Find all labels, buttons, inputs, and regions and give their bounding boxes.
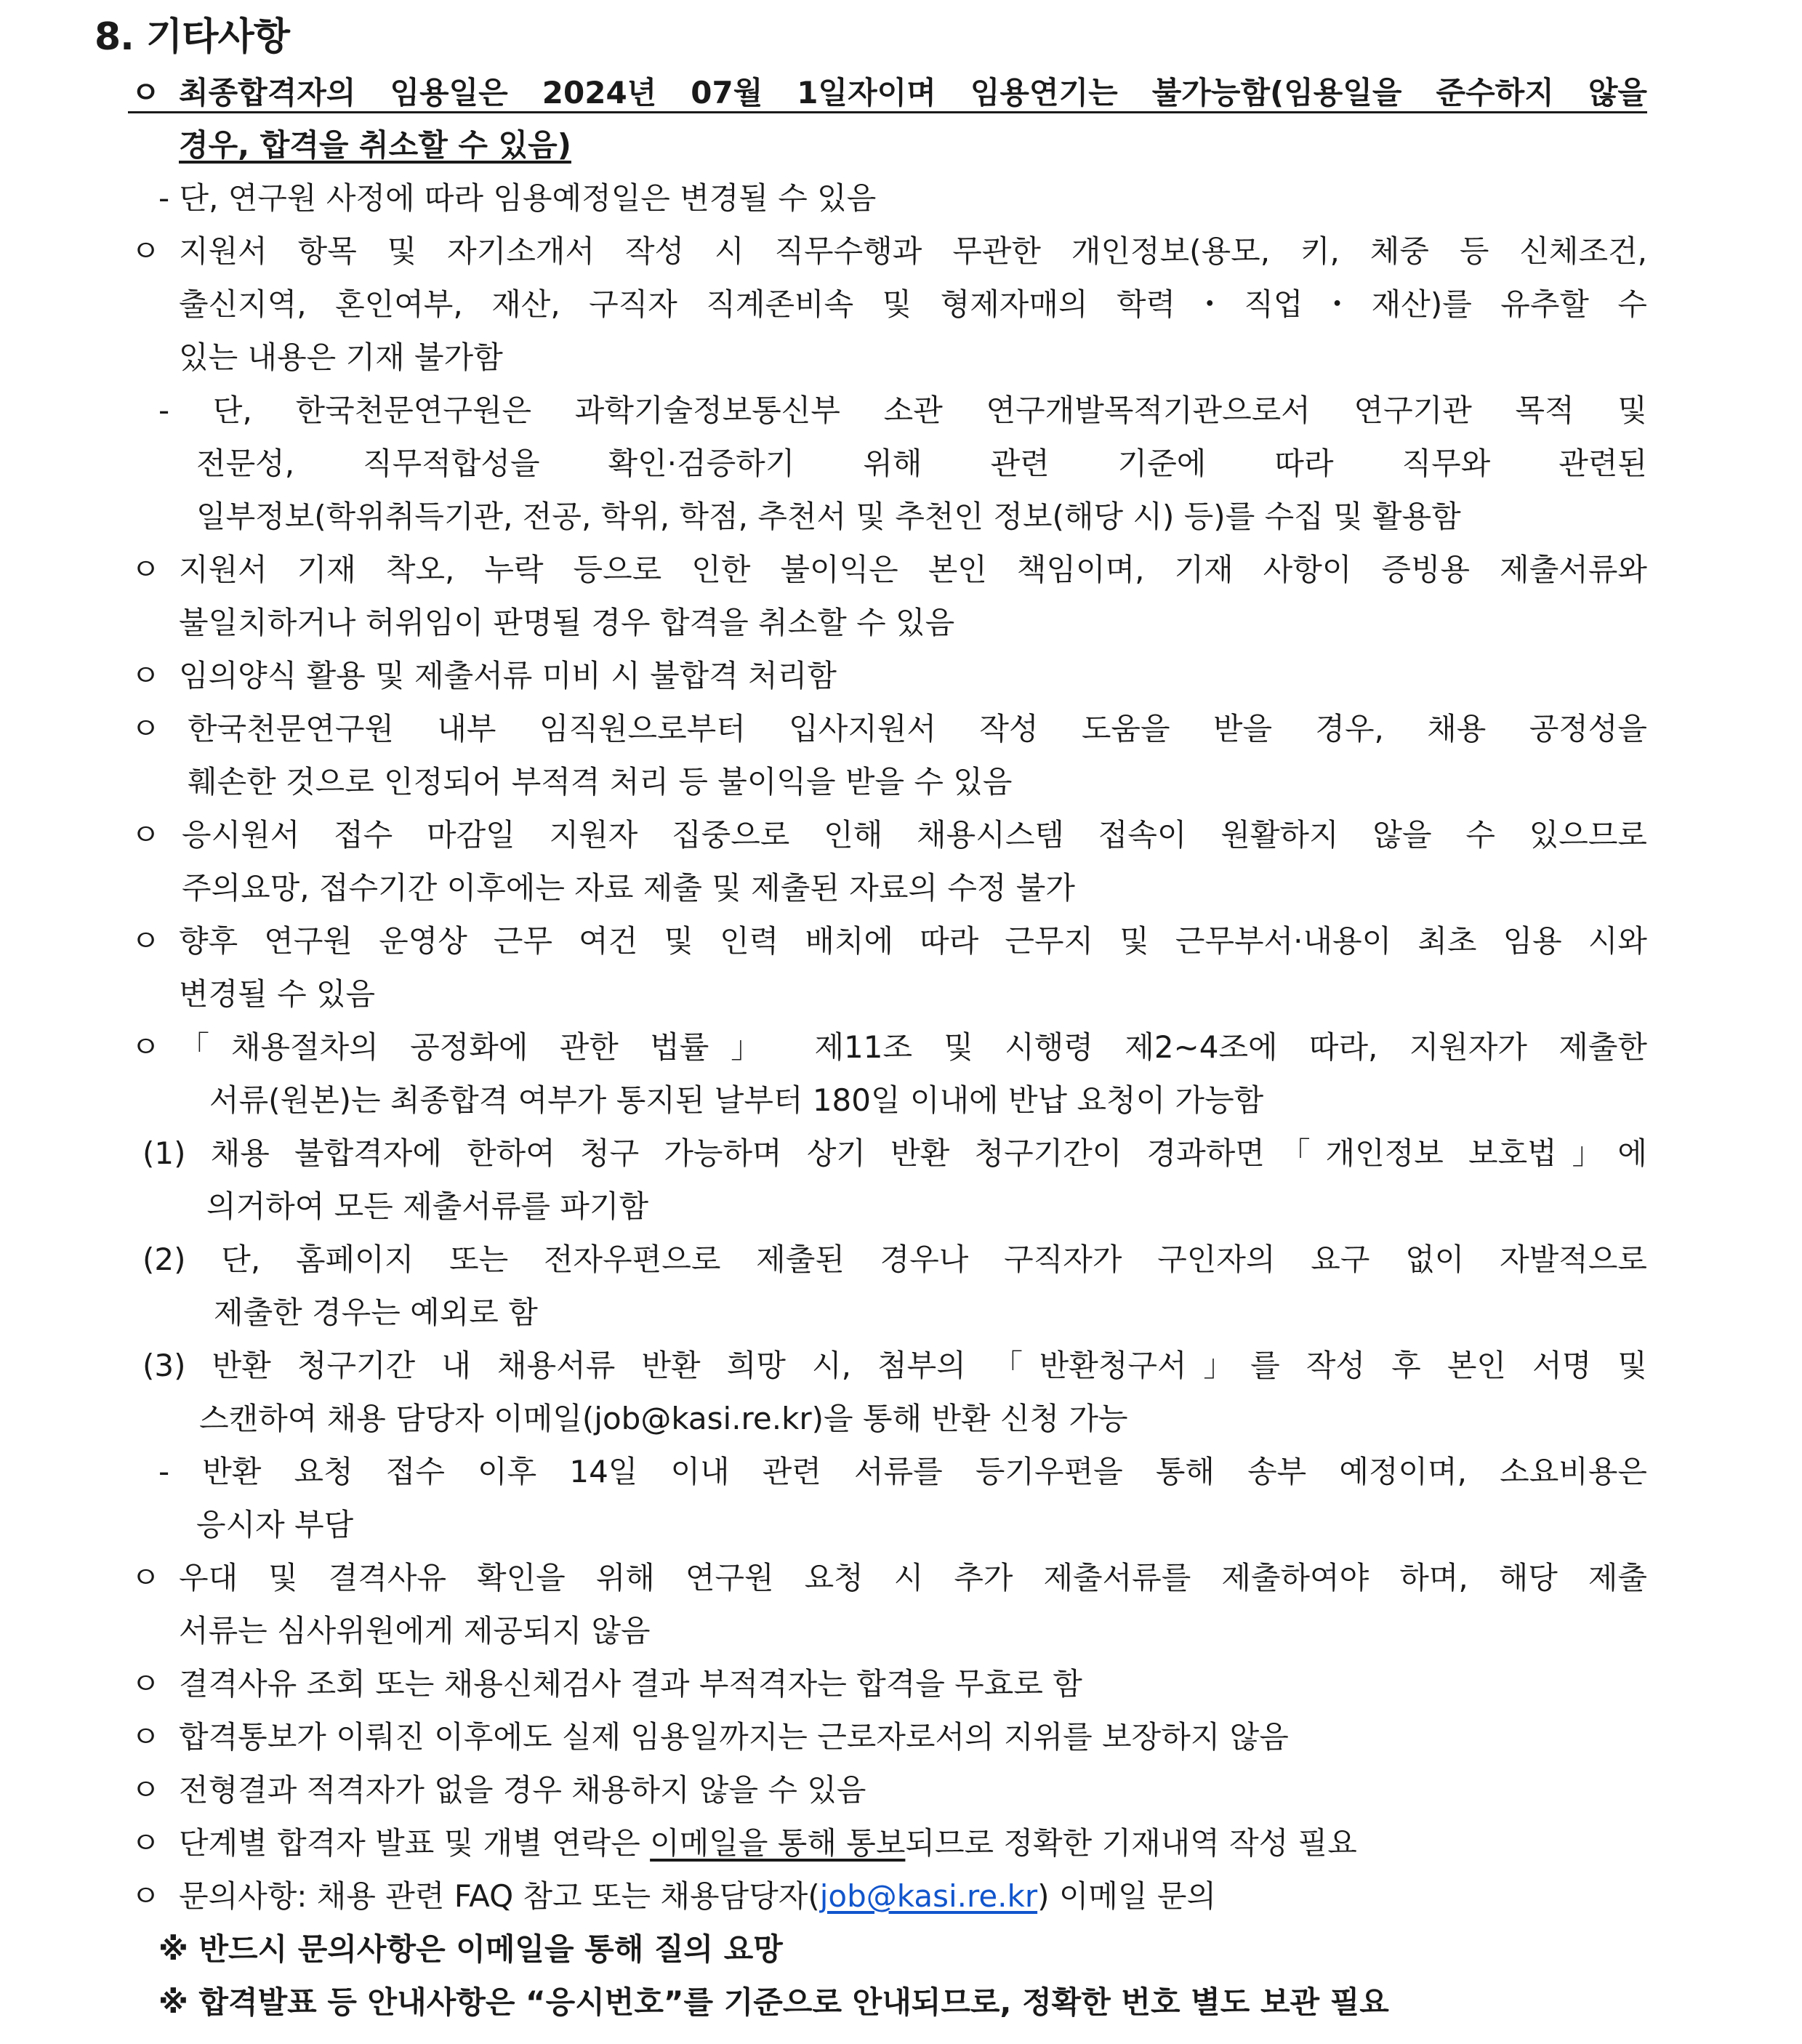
bullet-icon: ㅇ <box>131 1560 161 1596</box>
notice-sub-line: - 단, 한국천문연구원은 과학기술정보통신부 소관 연구개발목적기관으로서 연구기관 목적 및 <box>158 393 1647 428</box>
notice-line <box>179 1822 1357 1865</box>
numbered-line: 제출한 경우는 예외로 함 <box>214 1295 538 1330</box>
notice-sub-line: 응시자 부담 <box>196 1507 354 1542</box>
notice-line <box>179 1875 1216 1918</box>
numbered-line: 의거하여 모든 제출서류를 파기함 <box>206 1188 649 1224</box>
notice-line: 출신지역, 혼인여부, 재산, 구직자 직계존비속 및 형제자매의 학력・직업・재산)를 유추할 수 <box>179 286 1647 322</box>
bullet-icon: ㅇ <box>131 1825 161 1861</box>
notice-line: 결격사유 조회 또는 채용신체검사 결과 부적격자는 합격을 무효로 함 <box>179 1666 1082 1702</box>
notice-line: 향후 연구원 운영상 근무 여건 및 인력 배치에 따라 근무지 및 근무부서·내용이 최초 임용 시와 <box>179 923 1647 959</box>
notice-text: 되므로 정확한 기재내역 작성 필요 <box>905 1825 1357 1861</box>
bullet-icon: ㅇ <box>131 1029 161 1065</box>
underlined-emphasis: 이메일을 통해 통보 <box>650 1825 906 1861</box>
bullet-icon: ㅇ <box>131 1772 161 1808</box>
notice-line: 우대 및 결격사유 확인을 위해 연구원 요청 시 추가 제출서류를 제출하여야 하며, 해당 제출 <box>179 1560 1647 1596</box>
notice-line: 서류는 심사위원에게 제공되지 않음 <box>179 1613 651 1649</box>
notice-sub-line: 전문성, 직무적합성을 확인·검증하기 위해 관련 기준에 따라 직무와 관련된 <box>196 446 1647 481</box>
bullet-icon: ㅇ <box>131 817 161 853</box>
underline-rule <box>128 111 1647 113</box>
notice-line: 합격통보가 이뤄진 이후에도 실제 임용일까지는 근로자로서의 지위를 보장하지 않음 <box>179 1719 1289 1755</box>
bullet-icon: ㅇ <box>131 1878 161 1914</box>
notice-text: ) 이메일 문의 <box>1037 1878 1217 1914</box>
numbered-line: 스캔하여 채용 담당자 이메일(job@kasi.re.kr)을 통해 반환 신청 가능 <box>199 1401 1128 1436</box>
numbered-line: (1) 채용 불합격자에 한하여 청구 가능하며 상기 반환 청구기간이 경과하면「개인정보 보호법」에 <box>142 1135 1647 1171</box>
notice-sub-line: 일부정보(학위취득기관, 전공, 학위, 학점, 추천서 및 추천인 정보(해당 시) 등)를 수집 및 활용함 <box>196 499 1461 534</box>
bullet-icon: ㅇ <box>131 1666 161 1702</box>
numbered-line: (3) 반환 청구기간 내 채용서류 반환 희망 시, 첨부의 「반환청구서」를 작성 후 본인 서명 및 <box>142 1348 1647 1383</box>
notice-line: 「채용절차의 공정화에 관한 법률」 제11조 및 시행령 제2~4조에 따라, 지원자가 제출한 <box>179 1029 1647 1065</box>
bullet-icon: ㅇ <box>131 1719 161 1755</box>
bullet-icon: ㅇ <box>131 552 161 587</box>
notice-text: 문의사항: 채용 관련 FAQ 참고 또는 채용담당자( <box>179 1878 820 1914</box>
bullet-icon: ㅇ <box>131 233 161 269</box>
numbered-line: (2) 단, 홈페이지 또는 전자우편으로 제출된 경우나 구직자가 구인자의 요구 없이 자발적으로 <box>142 1242 1647 1277</box>
notice-line: 한국천문연구원 내부 임직원으로부터 입사지원서 작성 도움을 받을 경우, 채용 공정성을 <box>188 711 1647 747</box>
notice-sub-line: - 반환 요청 접수 이후 14일 이내 관련 서류를 등기우편을 통해 송부 예정이며, 소요비용은 <box>158 1454 1647 1489</box>
bullet-icon: ㅇ <box>131 711 161 747</box>
notice-line: 최종합격자의 임용일은 2024년 07월 1일자이며 임용연기는 불가능함(임용일을 준수하지 않을 <box>179 75 1647 110</box>
note-line: ※ 합격발표 등 안내사항은 “응시번호”를 기준으로 안내되므로, 정확한 번호 별도 보관 필요 <box>158 1984 1389 2020</box>
notice-line: 있는 내용은 기재 불가함 <box>179 339 503 375</box>
notice-line: 지원서 항목 및 자기소개서 작성 시 직무수행과 무관한 개인정보(용모, 키, 체중 등 신체조건, <box>179 233 1647 269</box>
notice-line: 훼손한 것으로 인정되어 부적격 처리 등 불이익을 받을 수 있음 <box>188 764 1013 800</box>
notice-line: 전형결과 적격자가 없을 경우 채용하지 않을 수 있음 <box>179 1772 866 1808</box>
email-link[interactable]: job@kasi.re.kr <box>819 1878 1038 1914</box>
notice-line: 변경될 수 있음 <box>179 976 376 1012</box>
notice-sub-line: - 단, 연구원 사정에 따라 임용예정일은 변경될 수 있음 <box>158 180 877 216</box>
bullet-icon: ㅇ <box>131 923 161 959</box>
notice-line: 응시원서 접수 마감일 지원자 집중으로 인해 채용시스템 접속이 원활하지 않을 수 있으므로 <box>182 817 1647 853</box>
notice-line: 서류(원본)는 최종합격 여부가 통지된 날부터 180일 이내에 반납 요청이 가능함 <box>209 1082 1264 1118</box>
notice-line: 주의요망, 접수기간 이후에는 자료 제출 및 제출된 자료의 수정 불가 <box>182 870 1075 906</box>
notice-line: 지원서 기재 착오, 누락 등으로 인한 불이익은 본인 책임이며, 기재 사항이 증빙용 제출서류와 <box>179 552 1647 587</box>
bullet-icon: ㅇ <box>131 658 161 693</box>
section-title: 8. 기타사항 <box>94 15 289 59</box>
notice-line: 불일치하거나 허위임이 판명될 경우 합격을 취소할 수 있음 <box>179 605 955 640</box>
notice-line: 임의양식 활용 및 제출서류 미비 시 불합격 처리함 <box>179 658 837 693</box>
notice-text: 단계별 합격자 발표 및 개별 연락은 <box>179 1825 651 1861</box>
bullet-icon: ㅇ <box>131 75 161 110</box>
notice-line: 경우, 합격을 취소할 수 있음) <box>179 127 571 163</box>
note-line: ※ 반드시 문의사항은 이메일을 통해 질의 요망 <box>158 1931 783 1967</box>
